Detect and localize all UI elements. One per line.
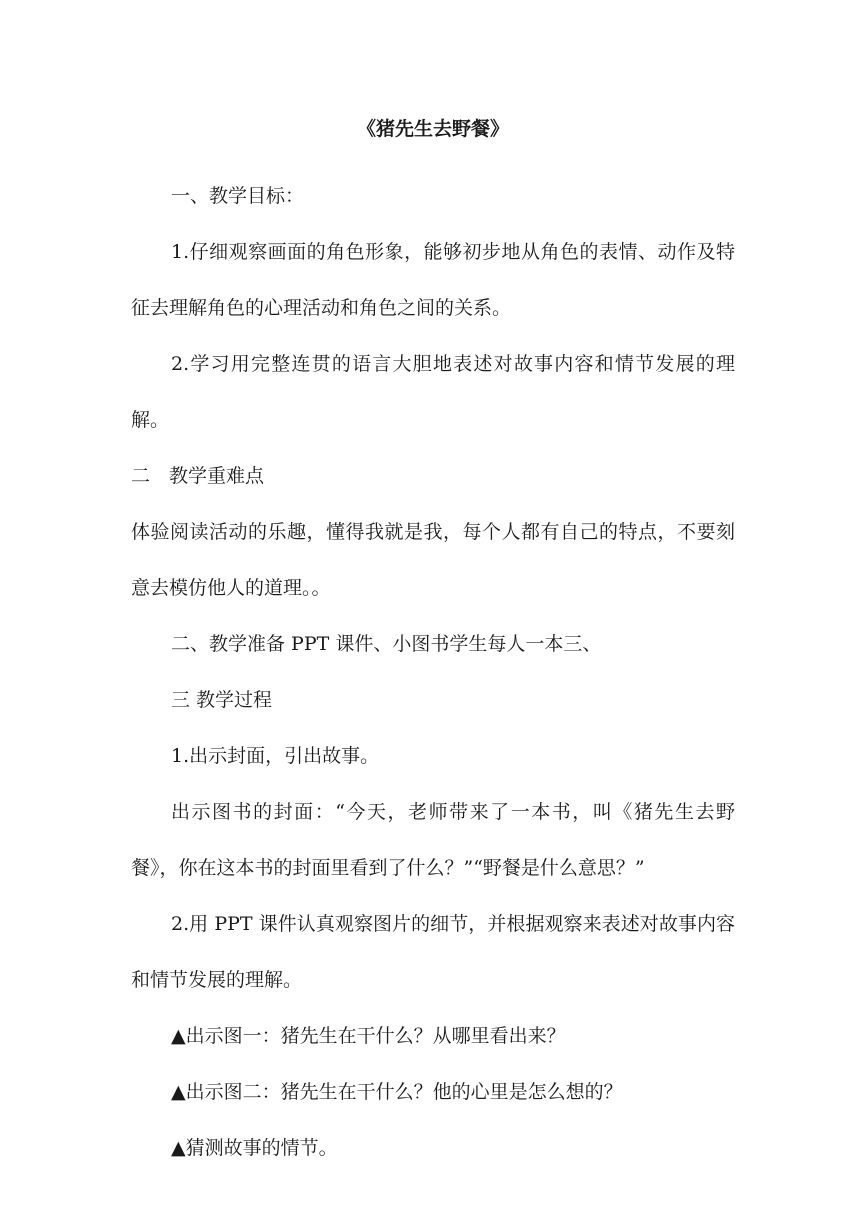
process-step-1: 1.出示封面，引出故事。 — [171, 745, 380, 767]
picture-two-question: ▲出示图二：猪先生在干什么？他的心里是怎么想的？ — [171, 1081, 623, 1103]
guess-plot-item: ▲猜测故事的情节。 — [171, 1137, 338, 1159]
cover-question-text: 出示图书的封面：“今天，老师带来了一本书，叫《猪先生去野餐》，你在这本书的封面里看到了什么？”“野餐是什么意思？” — [131, 801, 735, 879]
section-heading-key-points: 二 教学重难点 — [131, 465, 265, 487]
document-title: 《猪先生去野餐》 — [356, 118, 509, 140]
preparation-text: 二、教学准备 PPT 课件、小图书学生每人一本三、 — [171, 633, 602, 655]
document-body — [131, 112, 735, 1176]
objective-item-2: 2.学习用完整连贯的语言大胆地表述对故事内容和情节发展的理解。 — [131, 353, 735, 431]
process-step-2: 2.用 PPT 课件认真观察图片的细节，并根据观察来表述对故事内容和情节发展的理解。 — [131, 913, 735, 991]
section-heading-objectives: 一、教学目标： — [171, 185, 305, 207]
objective-item-1: 1.仔细观察画面的角色形象，能够初步地从角色的表情、动作及特征去理解角色的心理活动和角色之间的关系。 — [131, 241, 735, 319]
picture-one-question: ▲出示图一：猪先生在干什么？从哪里看出来？ — [171, 1025, 566, 1047]
key-points-text: 体验阅读活动的乐趣，懂得我就是我，每个人都有自己的特点，不要刻意去模仿他人的道理。。 — [131, 521, 735, 599]
section-heading-process: 三 教学过程 — [171, 689, 273, 711]
